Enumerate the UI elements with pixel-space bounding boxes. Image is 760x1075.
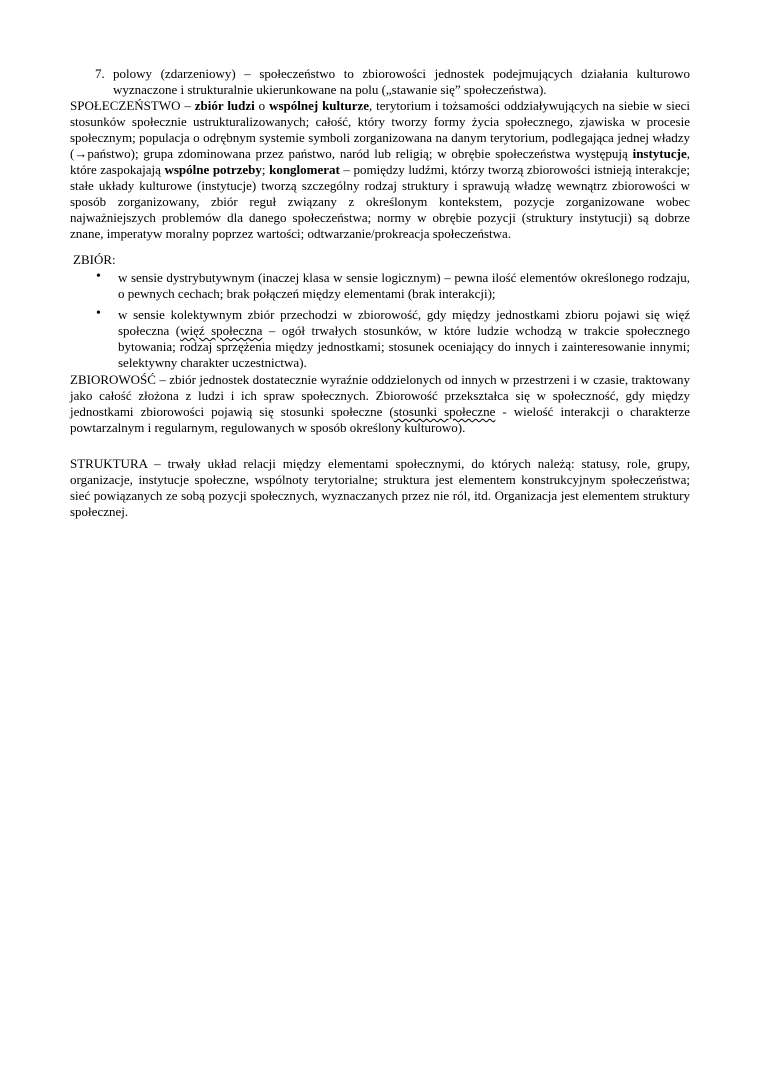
paragraph-spoleczenstwo: SPOŁECZEŃSTWO – zbiór ludzi o wspólnej kulturze, terytorium i tożsamości oddziaływujących na siebie w sieci stosunków społecznie ustrukturalizowanych; całość, który tworzy formy życia społecznego, zjawiska w procesie społecznym; populacja o odrębnym systemie symboli zorganizowana na danym terytorium, podlegająca jednej władzy (→państwo); grupa zdominowana przez państwo, naród lub religią; w obrębie społeczeństwa występują instytucje, które zaspokajają wspólne potrzeby; konglomerat – pomiędzy ludźmi, którzy tworzą zbiorowości istnieją interakcje; stałe układy kulturowe (instytucje) tworzą szczególny rodzaj struktury i sprawują władzę wewnątrz zbiorowości w sposób zorganizowany, zbiór reguł związany z określonym kontekstem, pozycje zorganizowane wobec najważniejszych problemów dla danego społeczeństwa; normy w obrębie pozycji (struktury instytucji) są dobrze znane, imperatyw moralny poprzez wartości; odtwarzanie/prokreacja społeczeństwa. <box>70 98 691 241</box>
bullet-list <box>70 270 690 371</box>
document-text-block <box>70 66 690 520</box>
list-item-text: polowy (zdarzeniowy) – społeczeństwo to zbiorowości jednostek podejmujących działania kulturowo wyznaczone i strukturalnie ukierunkowane na polu („stawanie się” społeczeństwa). <box>113 66 690 97</box>
bullet-icon: • <box>96 306 101 321</box>
paragraph-zbiorowosc: ZBIOROWOŚĆ – zbiór jednostek dostatecznie wyraźnie oddzielonych od innych w przestrzeni i w czasie, traktowany jako całość złożona z ludzi i ich spraw społecznych. Zbiorowość przekształca się w społeczność, gdy między jednostkami zbiorowości pojawią się stosunki społeczne (stosunki społeczne - wielość interakcji o charakterze powtarzalnym i regularnym, regulowanych w sposób określony kulturowo). <box>70 372 690 435</box>
bullet-icon: • <box>96 269 101 284</box>
bullet-item-dystrybutywny <box>70 270 690 302</box>
list-item-number: 7. <box>95 66 105 81</box>
heading-zbior: ZBIÓR: <box>73 252 116 267</box>
bullet-item-kolektywny <box>70 307 690 371</box>
bullet-item-text: w sensie kolektywnym zbiór przechodzi w zbiorowość, gdy między jednostkami zbioru pojawi się więź społeczna (więź społeczna – ogół trwałych stosunków, w które ludzie wchodzą w trakcie społecznego bytowania; rodzaj sprzężenia między jednostkami; stosunek oceniający do innych i zainteresowanie innymi; selektywny charakter uczestnictwa). <box>118 307 690 370</box>
paragraph-struktura: STRUKTURA – trwały układ relacji między elementami społecznymi, do których należą: statusy, role, grupy, organizacje, instytucje społeczne, wspólnoty terytorialne; struktura jest elementem konstrukcyjnym społeczeństwa; sieć powiązanych ze sobą pozycji społecznych, wyznaczanych przez nie ról, itd. Organizacja jest elementem struktury społecznej. <box>70 456 690 519</box>
bullet-item-text: w sensie dystrybutywnym (inaczej klasa w sensie logicznym) – pewna ilość elementów określonego rodzaju, o pewnych cechach; brak połączeń między elementami (brak interakcji); <box>118 270 690 301</box>
numbered-list-item-7 <box>70 66 690 98</box>
